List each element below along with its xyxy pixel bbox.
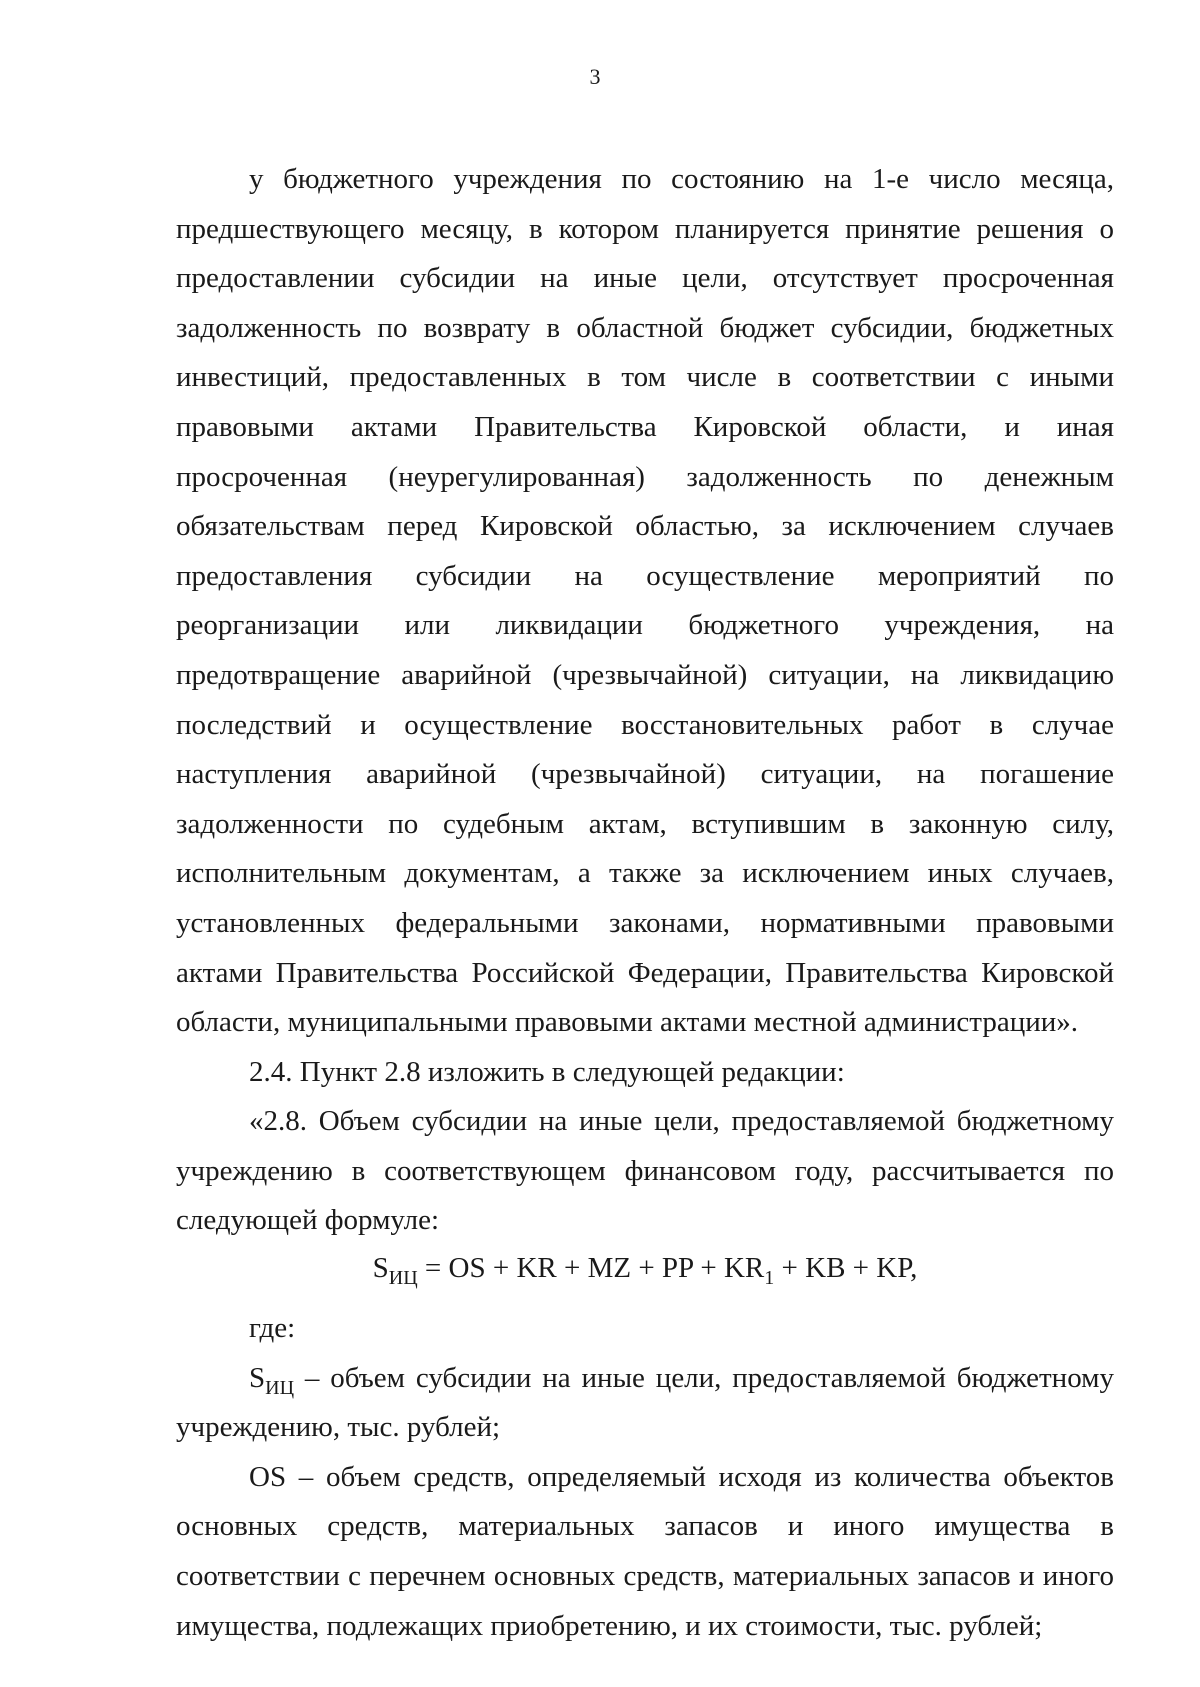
definition-s-ic — [176, 1354, 1114, 1453]
body-text-top — [176, 155, 1114, 1246]
definition-os: OS – объем средств, определяемый исходя из количества объектов основных средств, материальных запасов и иного имущества в соответствии с перечнем основных средств, материальных запасов и иного имущества, подлежащих приобретению, и их стоимости, тыс. рублей; — [176, 1460, 1114, 1642]
paragraph-conditions: у бюджетного учреждения по состоянию на 1-е число месяца, предшествующего месяцу, в котором планируется принятие решения о предоставлении субсидии на иные цели, отсутствует просроченная задолженность по возврату в областной бюджет субсидии, бюджетных инвестиций, предоставленных в том числе в соответствии с иными правовыми актами Правительства Кировской области, и иная просроченная (неурегулированная) задолженность по денежным обязательствам перед Кировской областью, за исключением случаев предоставления субсидии на осуществление мероприятий по реорганизации или ликвидации бюджетного учреждения, на предотвращение аварийной (чрезвычайной) ситуации, на ликвидацию последствий и осуществление восстановительных работ в случае наступления аварийной (чрезвычайной) ситуации, на погашение задолженности по судебным актам, вступившим в законную силу, исполнительным документам, а также за исключением иных случаев, установленных федеральными законами, нормативными правовыми актами Правительства Российской Федерации, Правительства Кировской области, муниципальными правовыми актами местной администрации». — [176, 163, 1114, 1039]
paragraph-amendment-2-4: 2.4. Пункт 2.8 изложить в следующей редакции: — [249, 1055, 845, 1088]
formula-rhs-part1: = OS + KR + MZ + PP + KR — [417, 1252, 765, 1284]
body-text-definitions — [176, 1304, 1114, 1651]
definition-s-symbol: S — [249, 1361, 266, 1394]
paragraph-clause-2-8: «2.8. Объем субсидии на иные цели, предоставляемой бюджетному учреждению в соответствующем финансовом году, рассчитывается по следующей формуле: — [176, 1105, 1114, 1237]
formula-rhs-part2: + KB + KP, — [774, 1252, 918, 1284]
formula-lhs-subscript: ИЦ — [388, 1266, 418, 1289]
page-number: 3 — [589, 64, 601, 89]
subsidy-formula — [0, 1248, 1200, 1288]
formula-rhs-subscript: 1 — [764, 1266, 775, 1289]
definition-s-subscript: ИЦ — [265, 1376, 295, 1399]
formula-lhs-symbol: S — [372, 1252, 389, 1284]
where-label: где: — [249, 1312, 296, 1344]
definition-s-text: – объем субсидии на иные цели, предоставляемой бюджетному учреждению, тыс. рублей; — [176, 1361, 1114, 1444]
